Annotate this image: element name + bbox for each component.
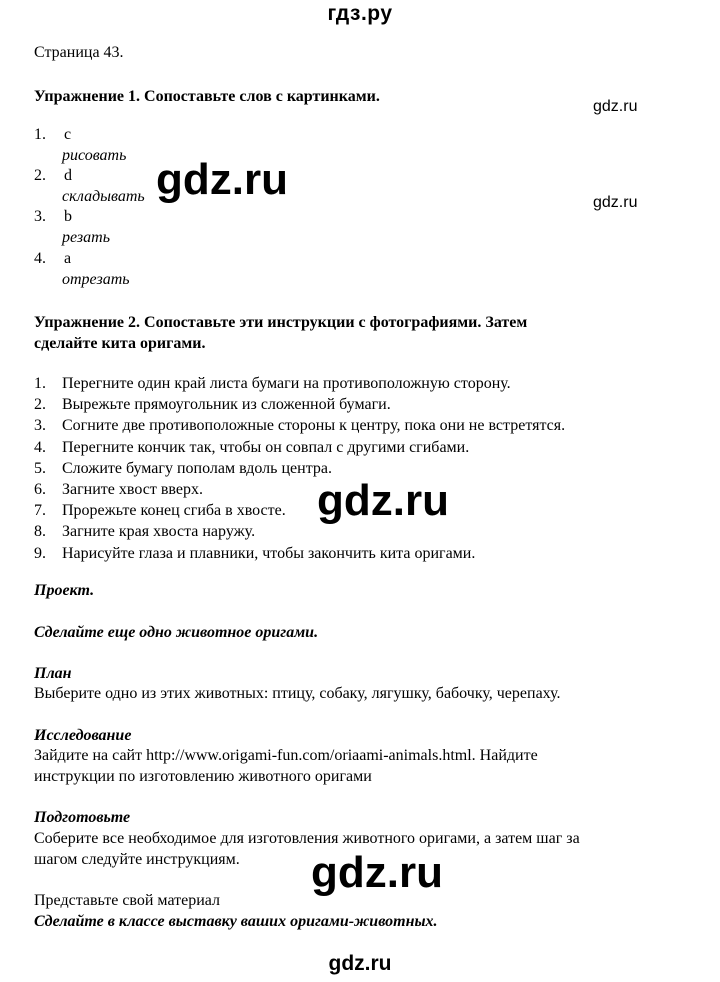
- step-num: 1.: [34, 375, 46, 392]
- step-num: 4.: [34, 438, 46, 456]
- ex1-letter-3: b: [64, 208, 72, 225]
- step-text: Загните края хвоста наружу.: [62, 523, 256, 541]
- exercise2-title-line1: Упражнение 2. Сопоставьте эти инструкции с фотографиями. Затем: [34, 314, 528, 331]
- step-row: [34, 373, 674, 394]
- ex1-letter-4: a: [64, 250, 72, 267]
- prepare-line1: Соберите все необходимое для изготовления животного оригами, а затем шаг за: [34, 830, 580, 847]
- project-title: Проект.: [34, 582, 95, 599]
- ex1-word-2: складывать: [62, 188, 145, 205]
- step-num: 5.: [34, 459, 46, 477]
- ex1-word-3: резать: [62, 229, 110, 246]
- ex1-word-1: рисовать: [62, 147, 127, 164]
- watermark-large-2: gdz.ru: [314, 479, 452, 523]
- site-header: гдз.ру: [327, 2, 393, 25]
- step-text: Перегните кончик так, чтобы он совпал с другими сгибами.: [62, 438, 470, 456]
- step-text: Загните хвост вверх.: [62, 480, 203, 498]
- plan-label: План: [34, 665, 72, 682]
- step-text: Прорежьте конец сгиба в хвосте.: [62, 502, 286, 520]
- prepare-line2: шагом следуйте инструкциям.: [34, 851, 240, 868]
- step-row: [34, 437, 674, 458]
- step-num: 7.: [34, 502, 46, 520]
- watermark-large-1: gdz.ru: [153, 158, 291, 202]
- step-text: Перегните один край листа бумаги на противоположную сторону.: [62, 375, 511, 392]
- ex1-letter-1: c: [64, 126, 72, 143]
- step-text: Вырежьте прямоугольник из сложенной бумаги.: [62, 396, 391, 414]
- step-text: Согните две противоположные стороны к центру, пока они не встретятся.: [62, 417, 566, 435]
- step-text: Нарисуйте глаза и плавники, чтобы закончить кита оригами.: [62, 544, 476, 562]
- present-label: Представьте свой материал: [34, 892, 221, 909]
- research-line1: Зайдите на сайт http://www.origami-fun.com/oriaami-animals.html. Найдите: [34, 747, 538, 764]
- research-label: Исследование: [34, 727, 132, 744]
- step-num: 2.: [34, 396, 46, 414]
- exercise1-title: Упражнение 1. Сопоставьте слов с картинками.: [34, 88, 380, 105]
- watermark-small-1: gdz.ru: [593, 98, 638, 115]
- ex1-num-4: 4.: [34, 250, 46, 267]
- page-label: Страница 43.: [34, 44, 124, 61]
- research-line2: инструкции по изготовлению животного оригами: [34, 768, 372, 785]
- step-num: 3.: [34, 417, 46, 435]
- project-task: Сделайте еще одно животное оригами.: [34, 624, 319, 641]
- site-footer: gdz.ru: [328, 952, 392, 975]
- exercise2-title-line2: сделайте кита оригами.: [34, 335, 206, 352]
- prepare-label: Подготовьте: [34, 809, 131, 826]
- step-row: [34, 394, 674, 415]
- step-num: 8.: [34, 523, 46, 541]
- step-text: Сложите бумагу пополам вдоль центра.: [62, 459, 332, 477]
- present-text: Сделайте в классе выставку ваших оригами-животных.: [34, 913, 438, 930]
- step-num: 9.: [34, 544, 46, 562]
- watermark-small-2: gdz.ru: [593, 194, 638, 211]
- ex1-num-1: 1.: [34, 126, 46, 143]
- ex1-num-3: 3.: [34, 208, 46, 225]
- step-row: [34, 543, 674, 564]
- step-row: [34, 415, 674, 436]
- plan-text: Выберите одно из этих животных: птицу, собаку, лягушку, бабочку, черепаху.: [34, 685, 561, 702]
- ex1-num-2: 2.: [34, 167, 46, 184]
- ex1-word-4: отрезать: [62, 271, 130, 288]
- ex1-letter-2: d: [64, 167, 72, 184]
- watermark-large-3: gdz.ru: [308, 851, 446, 895]
- exercise2-steps: [34, 373, 674, 564]
- step-num: 6.: [34, 480, 46, 498]
